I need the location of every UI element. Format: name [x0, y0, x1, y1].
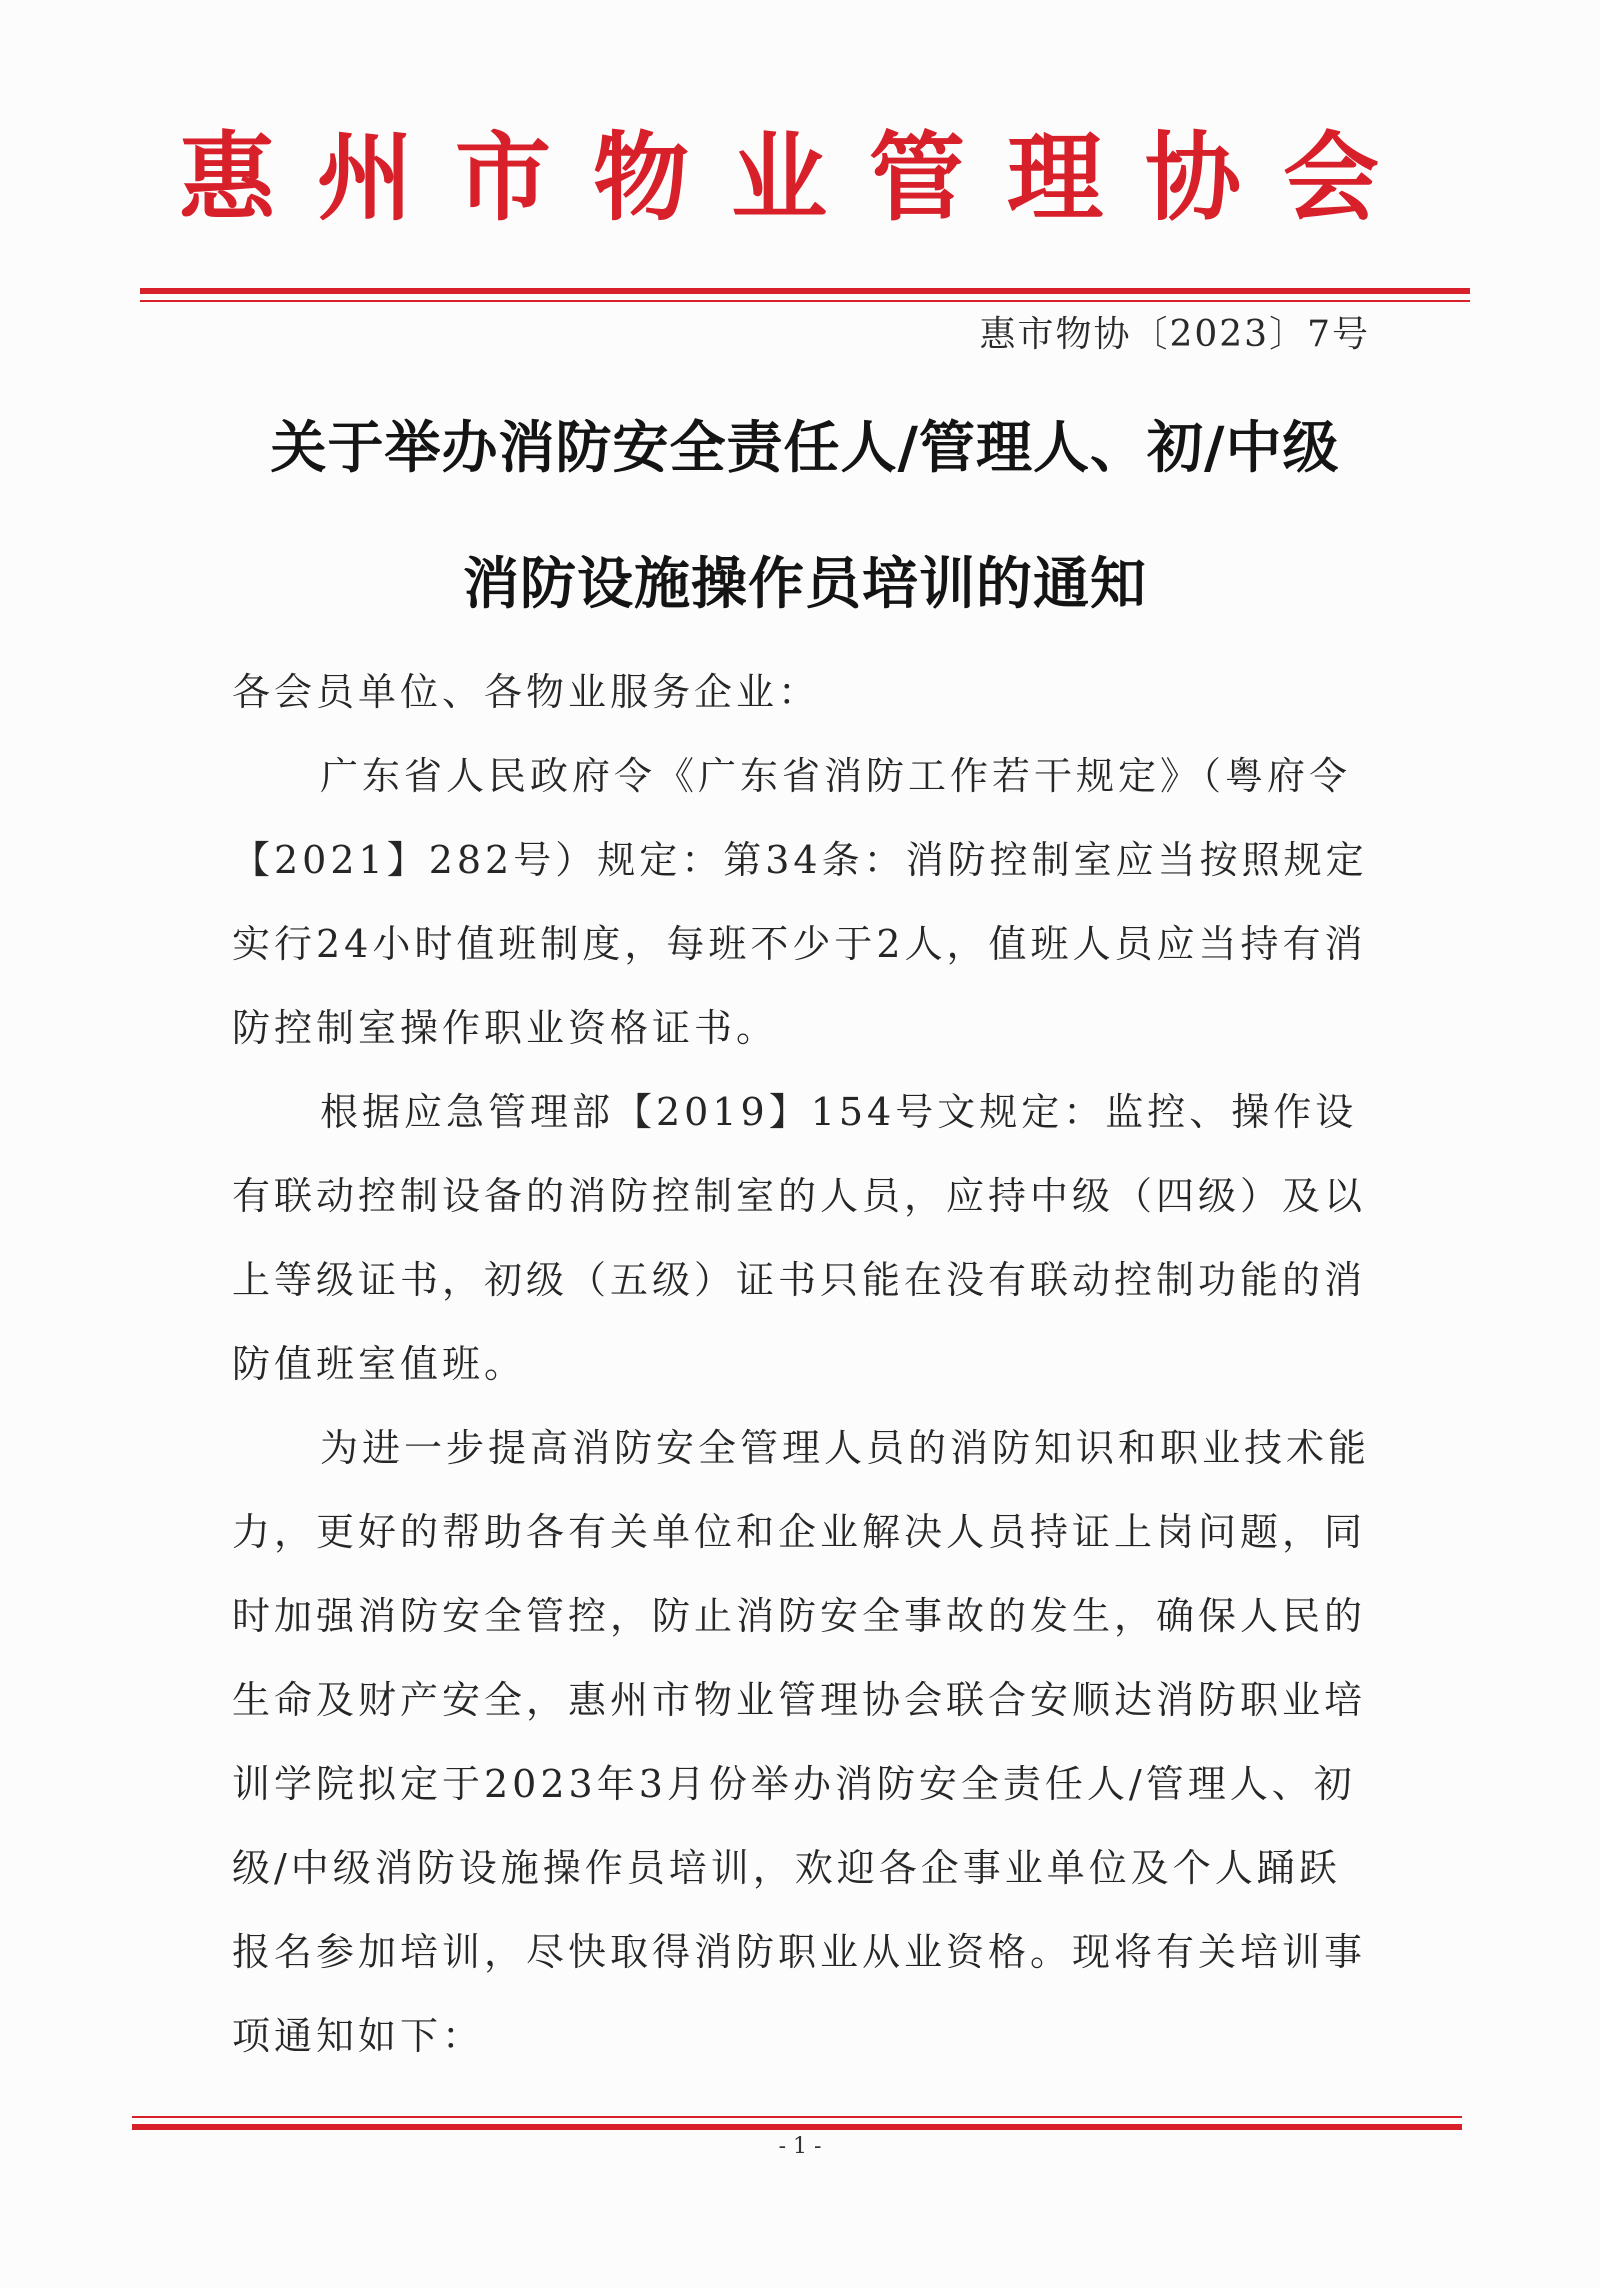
letterhead-org-name: 惠州市物业管理协会 [179, 121, 1421, 234]
letterhead-red-rule-thick [140, 288, 1470, 294]
document-title-line-1: 关于举办消防安全责任人/管理人、初/中级 [270, 416, 1340, 481]
page-number: - 1 - [778, 2134, 822, 2159]
body-paragraph-3: 为进一步提高消防安全管理人员的消防知识和职业技术能力，更好的帮助各有关单位和企业解决人员持证上岗问题，同时加强消防安全管控，防止消防安全事故的发生，确保人民的生命及财产安全，惠州市物业管理协会联合安顺达消防职业培训学院拟定于2023年3月份举办消防安全责任人/管理人、初级/中级消防设施操作员培训，欢迎各企事业单位及个人踊跃报名参加培训，尽快取得消防职业从业资格。现将有关培训事项通知如下： [232, 1426, 1371, 2058]
letterhead-red-rule-thin [140, 300, 1470, 302]
footer-red-rule-thick [132, 2124, 1462, 2130]
footer-red-rule-thin [132, 2116, 1462, 2118]
document-body [232, 650, 1382, 2078]
salutation: 各会员单位、各物业服务企业： [232, 670, 821, 714]
body-paragraph-2: 根据应急管理部【2019】154号文规定：监控、操作设有联动控制设备的消防控制室的人员，应持中级（四级）及以上等级证书，初级（五级）证书只能在没有联动控制功能的消防值班室值班。 [232, 1090, 1367, 1386]
document-title-line-2: 消防设施操作员培训的通知 [463, 552, 1147, 617]
body-paragraph-1: 广东省人民政府令《广东省消防工作若干规定》（粤府令【2021】282号）规定：第34条：消防控制室应当按照规定实行24小时值班制度，每班不少于2人，值班人员应当持有消防控制室操作职业资格证书。 [232, 754, 1368, 1050]
document-number: 惠市物协〔2023〕7号 [979, 314, 1370, 355]
